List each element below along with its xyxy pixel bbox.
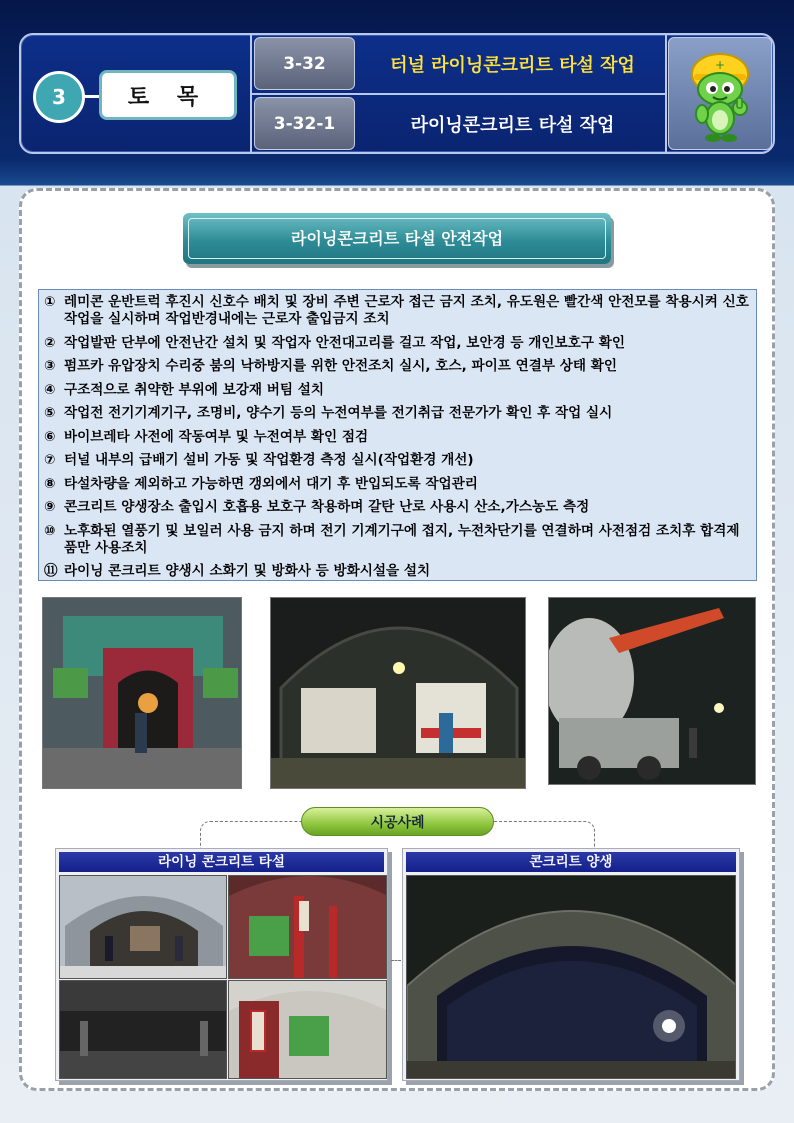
list-item xyxy=(44,358,750,375)
item-marker: ② xyxy=(44,334,56,351)
item-text: 터널 내부의 급배기 설비 가동 및 작업환경 측정 실시(작업환경 개선) xyxy=(64,452,474,468)
item-text: 바이브레타 사전에 작동여부 및 누전여부 확인 점검 xyxy=(64,428,369,445)
photo-dark-tunnel xyxy=(59,980,227,1079)
list-item xyxy=(44,499,750,516)
item-marker: ③ xyxy=(44,358,56,374)
main-code: 3-32 xyxy=(254,37,355,90)
item-text: 구조적으로 취약한 부위에 보강재 버팀 설치 xyxy=(64,381,325,398)
list-item xyxy=(44,382,750,399)
item-marker: ⑩ xyxy=(44,522,56,539)
list-item xyxy=(44,405,750,422)
list-item xyxy=(44,523,750,557)
case-panel-lining xyxy=(55,848,388,1081)
section-title-box xyxy=(183,213,611,264)
item-marker: ⑪ xyxy=(44,563,58,579)
mascot-panel xyxy=(668,37,772,150)
header-row-divider xyxy=(252,93,666,95)
item-marker: ⑨ xyxy=(44,499,56,515)
case-title-lining: 라이닝 콘크리트 타설 xyxy=(59,852,384,872)
item-marker: ⑥ xyxy=(44,428,56,445)
item-text: 라이닝 콘크리트 양생시 소화기 및 방화사 등 방화시설을 설치 xyxy=(64,563,431,579)
photo-formwork-detail xyxy=(228,980,387,1079)
photo-mixer-truck xyxy=(548,597,756,785)
connector-dashed xyxy=(200,821,301,849)
svg-text:+: + xyxy=(714,57,726,72)
item-text: 콘크리트 양생장소 출입시 호흡용 보호구 착용하며 갈탄 난로 사용시 산소,가스농도 측정 xyxy=(64,499,590,515)
list-item xyxy=(44,563,750,580)
safety-list xyxy=(38,289,757,581)
item-marker: ① xyxy=(44,294,56,310)
list-item xyxy=(44,429,750,446)
item-text: 작업전 전기기계기구, 조명비, 양수기 등의 누전여부를 전기취급 전문가가 확인 후 작업 실시 xyxy=(64,405,613,421)
list-item xyxy=(44,476,750,493)
case-badge: 시공사례 xyxy=(301,807,494,836)
item-marker: ⑤ xyxy=(44,405,56,421)
item-text: 노후화된 열풍기 및 보일러 사용 금지 하며 전기 기계기구에 접지, 누전차단기를 연결하며 사전점검 조치후 합격제품만 사용조치 xyxy=(64,522,740,556)
item-marker: ⑧ xyxy=(44,475,56,492)
list-item xyxy=(44,294,750,328)
sub-title: 라이닝콘크리트 타설 작업 xyxy=(410,114,615,136)
case-title-curing: 콘크리트 양생 xyxy=(406,852,736,872)
case-panel-curing xyxy=(402,848,740,1081)
photo-formwork xyxy=(42,597,242,789)
item-marker: ⑦ xyxy=(44,452,56,468)
sub-code: 3-32-1 xyxy=(254,97,355,150)
photo-curing-tunnel xyxy=(406,875,736,1079)
category-label: 토 목 xyxy=(99,70,237,120)
item-text: 타설차량을 제외하고 가능하면 갱외에서 대기 후 반입되도록 작업관리 xyxy=(64,475,478,492)
main-title: 터널 라이닝콘크리트 타설 작업 xyxy=(390,54,635,76)
connector-dashed xyxy=(391,960,401,961)
item-text: 레미콘 운반트럭 후진시 신호수 배치 및 장비 주변 근로자 접근 금지 조치, 유도원은 빨간색 안전모를 착용시켜 신호작업을 실시하며 작업반경내에는 근로자 출입금지 조치 xyxy=(64,294,749,327)
connector-dashed xyxy=(494,821,595,849)
item-text: 펌프카 유압장치 수리중 붐의 낙하방지를 위한 안전조치 실시, 호스, 파이프 연결부 상태 확인 xyxy=(64,358,617,374)
photo-trucks xyxy=(270,597,526,789)
list-item xyxy=(44,335,750,352)
photo-tunnel-workers xyxy=(59,875,227,979)
photo-formwork-red xyxy=(228,875,387,979)
section-title: 라이닝콘크리트 타설 안전작업 xyxy=(188,218,606,259)
list-item xyxy=(44,452,750,469)
item-text: 작업발판 단부에 안전난간 설치 및 작업자 안전대고리를 걸고 작업, 보안경 등 개인보호구 확인 xyxy=(64,334,625,351)
safety-mascot-icon xyxy=(680,44,760,144)
section-number-badge: 3 xyxy=(33,71,85,123)
item-marker: ④ xyxy=(44,381,56,398)
